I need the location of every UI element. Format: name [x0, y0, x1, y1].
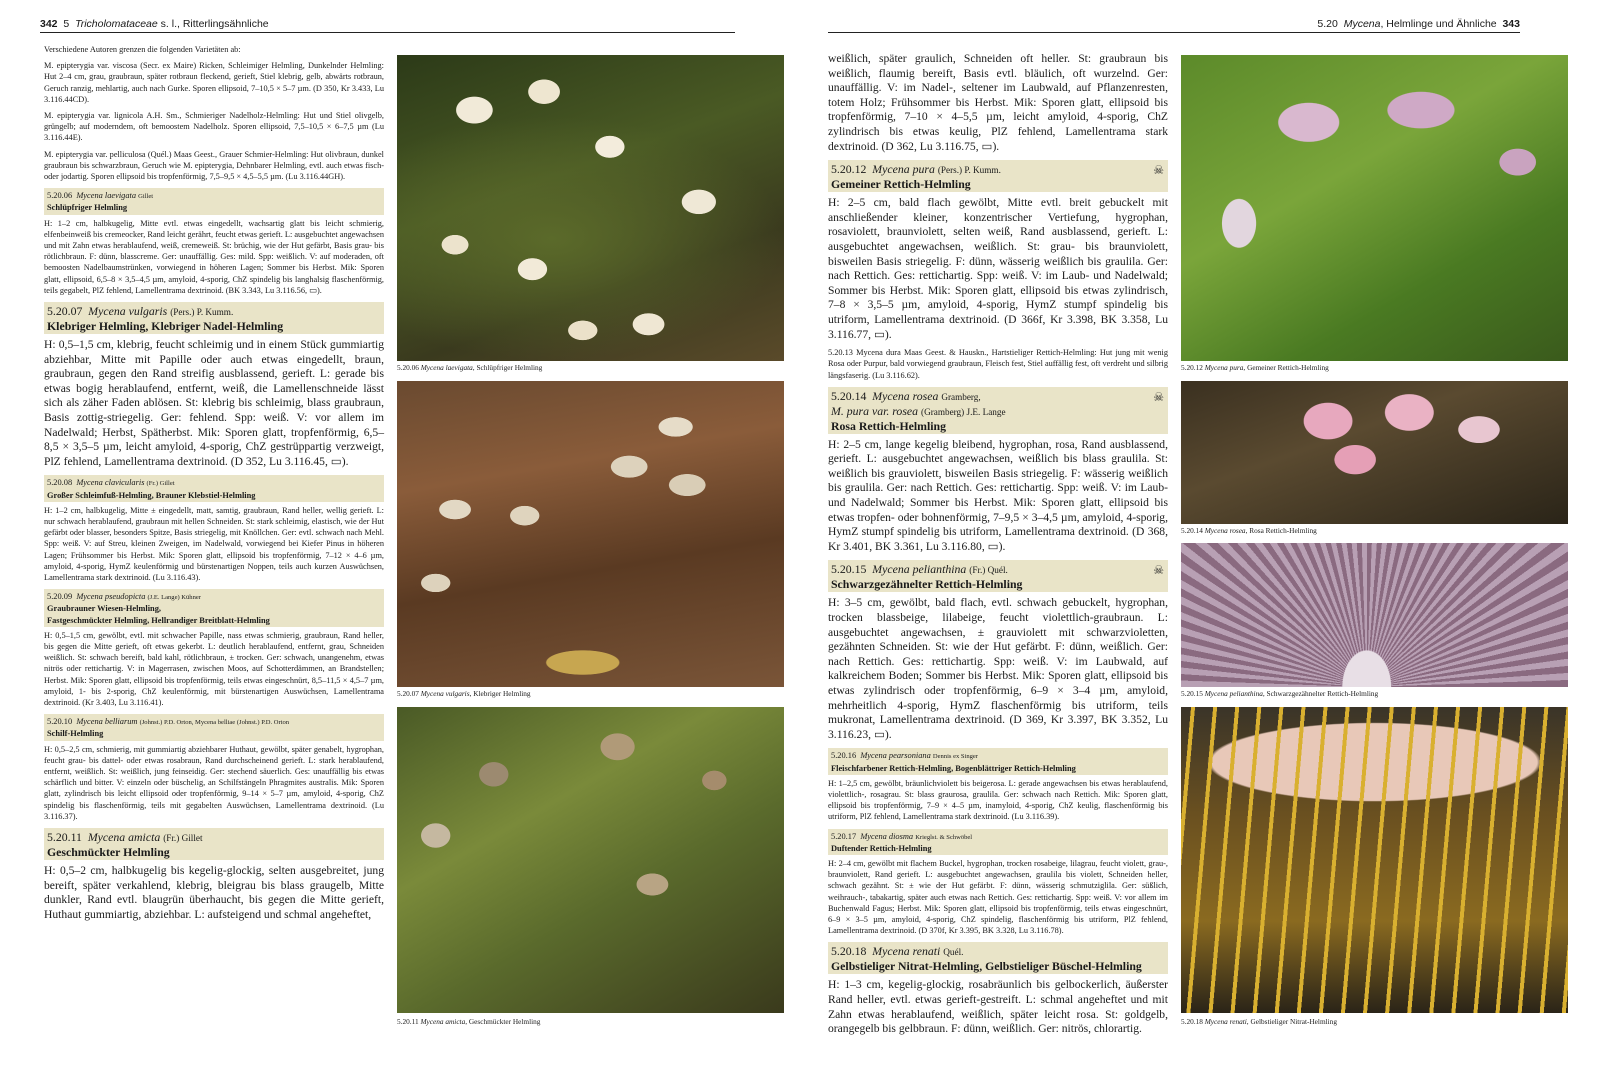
species-number: 5.20.11: [47, 830, 82, 845]
species-latin-name: Mycena rosea: [872, 388, 939, 403]
photo-caption: 5.20.07 Mycena vulgaris, Klebriger Helmling: [397, 689, 531, 698]
species-latin-name: Mycena pura: [872, 162, 935, 177]
paragraph: 5.20.13 Mycena dura Maas Geest. & Hauskn., Hartstieliger Rettich-Helmling: Hut jung mit wenig Rosa oder Purpur, bald vorwiegend graubraun, Fleisch fest, Stiel auffällig fest, oft verdreht und silbrig längsfaserig. (Lu 3.116.62).: [828, 348, 1168, 380]
chapter-title: s. l., Ritterlingsähnliche: [160, 18, 269, 30]
species-header: [828, 829, 1168, 855]
species-header: [44, 302, 384, 334]
species-header: [828, 160, 1168, 192]
photo-caption: 5.20.15 Mycena pelianthina, Schwarzgezähnelter Rettich-Helmling: [1181, 689, 1379, 698]
species-latin-name: Mycena pelianthina: [872, 562, 967, 577]
species-common-name: Schilf-Helmling: [47, 729, 104, 739]
species-author: Dennis ex Singer: [932, 753, 978, 761]
species-header: [828, 748, 1168, 774]
section-number: 5.20: [1317, 18, 1338, 30]
species-number: 5.20.16: [831, 751, 857, 761]
species-common-name: Großer Schleimfuß-Helmling, Brauner Klebstiel-Helmling: [47, 490, 256, 500]
photo-caption: 5.20.14 Mycena rosea, Rosa Rettich-Helmling: [1181, 526, 1317, 535]
species-description: H: 2–5 cm, bald flach gewölbt, Mitte evtl. breit gebuckelt mit anschließender kleiner, konzentrischer Vertiefung, hygrophan, rosaviolett, braunviolett, selten weiß, Rand ausblassend, gerieft. L: ausgebuchtet angewachsen, weißlich. St: grau- bis braunviolett, bisweilen Basis striegelig. F: dünn, wässerig weißlich bis graulila. Ger: nach Rettich. Ges: rettichartig. Spp: weiß. V: im Laub- und Nadelwald; Sommer bis Herbst. Mik: Sporen glatt, ellipsoid bis etwas zylindrisch, 7–8 × 3,5–5 µm, amyloid, 4-sporig, HymZ stumpf spindelig bis utriform, Lamellentrama dextrinoid. (D 366f, Kr 3.398, BK 3.358, Lu 3.116.77, ▭).: [828, 196, 1168, 341]
photo-caption: 5.20.12 Mycena pura, Gemeiner Rettich-Helmling: [1181, 363, 1329, 372]
photo-caption: 5.20.11 Mycena amicta, Geschmückter Helmling: [397, 1017, 541, 1026]
species-description: H: 2–4 cm, gewölbt mit flachem Buckel, hygrophan, trocken rosabeige, lilagrau, feucht violett, grau-, braunviolett, Rand gerieft. L: ausgebuchtet angewachsen, graulila bis violett, Schneiden heller, schwach gezähnt. St: ± wie der Hut gefärbt. F: dünn, wässerig schmutziglila. Ger: süßlich, weihrauch-, tabakartig, später auch etwas nach Rettich. Ges: rettichartig. Spp: weiß. V: vor allem im Buchenwald Fagus; Herbst. Mik: Sporen glatt, ellipsoid bis tropfenförmig, teils etwas eingeschnürt, 6–9 × 3–5 µm, amyloid, 4-sporig, ChZ spindelig, flaschenförmig bis utriform, PlZ fehlend, Lamellentrama dextrinoid. (D 370f, Kr 3.395, BK 3.328, Lu 3.116.78).: [828, 859, 1168, 936]
species-header: [828, 560, 1168, 592]
species-number: 5.20.07: [47, 304, 83, 319]
species-description: H: 2–5 cm, lange kegelig bleibend, hygrophan, rosa, Rand ausblassend, gerieft. L: ausgebuchtet angewachsen, weißlich bis blass graulila. St: weißlich bis grauviolett, bisweilen Basis striegelig. F: wässerig weißlich bis graulila. Ger: nach Rettich. Ges: rettichartig. Spp: weiß. V: im Laub- und Nadelwald; Sommer bis Herbst. Mik: Sporen glatt, ellipsoid bis etwas tropfen- oder bohnenförmig, 7–9,5 × 3–4,5 µm, amyloid, 4-sporig, HymZ stumpf spindelig bis utriform, Lamellentrama dextrinoid. (D 368, Kr 3.401, BK 3.361, Lu 3.116.80, ▭).: [828, 437, 1168, 553]
species-common-name: Gelbstieliger Nitrat-Helmling, Gelbstieliger Büschel-Helmling: [831, 959, 1142, 974]
species-author: (Pers.) P. Kumm.: [937, 165, 1001, 176]
skull-icon: ☠: [1153, 389, 1164, 404]
species-description: H: 1–2,5 cm, gewölbt, bräunlichviolett bis beigerosa. L: gerade angewachsen bis etwas herablaufend, violettlich-, rosagrau. St: blass graurosa, graulila. Ger: schwach nach Rettich. Mik: Sporen glatt, ellipsoid bis tropfenförmig, 7–9 × 4–5 µm, inamyloid, 4-sporig, ChZ keulig, flaschenförmig bis utriform, PlZ fehlend, Lamellentrama stark dextrinoid. (Lu 3.116.39).: [828, 778, 1168, 822]
species-header: [44, 188, 384, 214]
left-running-header: [40, 18, 735, 33]
species-description: H: 0,5–2,5 cm, schmierig, mit gummiartig abziehbarer Huthaut, gewölbt, später genabelt, hygrophan, feucht grau- bis dattel- oder etwas rosabraun, Rand durchscheinend gerieft. L: stark herablaufend, entfernt, weißlich. St: weißlich, jung feinseidig. Ger: stechend säuerlich. Ges: unauffällig bis etwas schärflich und bitter. V: einzeln oder büschelig, an Schilfstängeln Phragmites australis. Mik: Sporen glatt, zylindrisch bis leicht ellipsoid oder tropfenförmig, 9–14 × 5–7 µm, amyloid, 4-sporig, ChZ spindelig bis flaschenförmig, teils mit gegabelten Auswüchsen, Lamellentrama dextrinoid. (Lu 3.116.37).: [44, 744, 384, 821]
species-number: 5.20.15: [831, 562, 867, 577]
species-latin-name: Mycena amicta: [87, 830, 161, 845]
section-title: , Helmlinge und Ähnliche: [1380, 18, 1497, 30]
photo-caption: 5.20.06 Mycena laevigata, Schlüpfriger Helmling: [397, 363, 543, 372]
species-latin-name: Mycena laevigata: [76, 191, 137, 201]
species-number: 5.20.08: [47, 478, 73, 488]
photo-mycena-renati: [1181, 707, 1568, 1013]
photo-mycena-rosea: [1181, 381, 1568, 524]
synonym-author: (Gramberg) J.E. Lange: [921, 406, 1006, 417]
species-description: H: 3–5 cm, gewölbt, bald flach, evtl. schwach gebuckelt, hygrophan, trocken blassbeige, lilabeige, feucht violettlich-graubraun. L: ausgebuchtet angewachsen, ± grauviolett mit schwarzvioletten, gezähnten Schneiden. St: wie der Hut gefärbt. F: dünn, weißlich. Ger: nach Rettich. Ges: rettichartig. Spp: weiß. V: im Laubwald, auf kalkreichem Boden; Sommer bis Herbst. Mik: Sporen glatt, ellipsoid bis etwas zylindrisch oder tropfenförmig, 6–9 × 3–4 µm, amyloid, mehrheitlich 4-sporig, HymZ flaschenförmig bis utriform, teils mukronat, Lamellentrama dextrinoid. (D 369, Kr 3.397, BK 3.352, Lu 3.116.23, ▭).: [828, 596, 1168, 741]
species-number: 5.20.06: [47, 191, 73, 201]
species-synonym: M. pura var. rosea: [831, 403, 919, 418]
species-common-name: Gemeiner Rettich-Helmling: [831, 177, 971, 192]
species-number: 5.20.09: [47, 592, 73, 602]
paragraph: M. epipterygia var. lignicola A.H. Sm., Schmieriger Nadelholz-Helmling: Hut und Stiel olivgelb, grüngelb; auf moderndem, oft bemoostem Nadelholz. Sporen ellipsoid, 7,5–10,5 × 6–7,5 µm (Lu 3.116.44E).: [44, 111, 384, 143]
species-author: (Fr.) Quél.: [969, 565, 1008, 576]
species-author: (Johnst.) P.D. Orton, Mycena belliae (Johnst.) P.D. Orton: [139, 719, 290, 727]
species-description: H: 0,5–1,5 cm, klebrig, feucht schleimig und in einem Stück gummiartig abziehbar, Mitte mit Papille oder auch etwas eingedellt, braun, graubraun, gegen den Rand streifig ausblassend, gerieft. L: gerade bis etwas bogig herablaufend, entfernt, weiß, die Lamellenschneide lässt sich als zäher Faden ablösen. St: klebrig bis schleimig, blass graubraun, Basis zottig-striegelig. Ger: fehlend. Spp: weiß. V: vor allem im Nadelwald; Herbst, Spätherbst. Mik: Sporen glatt, tropfenförmig, 6,5–8,5 × 3,5–5 µm, leicht amyloid, 4-sporig, ChZ gestrüppartig verzweigt, PlZ fehlend, Lamellentrama dextrinoid. (D 352, Lu 3.116.45, ▭).: [44, 338, 384, 468]
species-latin-name: Mycena belliarum: [76, 717, 138, 727]
species-common-name: Klebriger Helmling, Klebriger Nadel-Helmling: [47, 319, 284, 334]
section-title-italic: Mycena: [1343, 18, 1381, 30]
right-running-header: [828, 18, 1520, 33]
species-description: H: 1–2 cm, halbkugelig, Mitte ± eingedellt, matt, samtig, graubraun, Rand heller, wellig gerieft. L: nur schwach herablaufend, graubraun mit hellen Schneiden. St: stark schleimig, elastisch, wie der Hut gefärbt oder blasser, besonders Spitze, Basis striegelig, mit Knöllchen. Ger: evtl. schwach nach Mehl. Spp: weiß. V: auf Streu, kleinen Zweigen, im Nadelwald, vorwiegend bei Kiefer Pinus in höheren Lagen; Frühsommer bis Herbst. Mik: Sporen glatt, ellipsoid bis tropfenförmig, 7–12 × 4–6 µm, amyloid, 4-sporig, HymZ keulenförmig und bürstenartigen Noppen, teils auch kurzen Auswüchsen, Lamellentrama stark dextrinoid. (Lu 3.116.43).: [44, 505, 384, 583]
paragraph: Verschiedene Autoren grenzen die folgenden Varietäten ab:: [44, 45, 241, 54]
species-header: [828, 387, 1168, 434]
left-page-number: 342: [40, 18, 58, 30]
species-latin-name: Mycena vulgaris: [88, 304, 168, 319]
species-author: (Fr.) Gillet: [163, 833, 203, 844]
species-author: Gramberg,: [941, 391, 981, 402]
right-page-number: 343: [1502, 18, 1520, 30]
species-author: (Pers.) P. Kumm.: [170, 307, 234, 318]
photo-mycena-laevigata: [397, 55, 784, 361]
species-author: Krieglst. & Schwöbel: [915, 833, 973, 841]
paragraph: weißlich, später graulich, Schneiden oft heller. St: graubraun bis weißlich, flaumig bereift, Basis evtl. bläulich, oft wurzelnd. Ger: unauffällig. V: im Nadel-, seltener im Laubwald, auf Pflanzenresten, totem Holz; Frühsommer bis Herbst. Mik: Sporen glatt, ellipsoid bis tropfenförmig, 7–10 × 4–5,5 µm, leicht amyloid, 4-sporig, ChZ zylindrisch bis etwas keulig, PlZ fehlend, Lamellentrama stark dextrinoid. (D 362, Lu 3.116.75, ▭).: [828, 52, 1168, 153]
photo-mycena-pelianthina: [1181, 543, 1568, 687]
species-number: 5.20.17: [831, 831, 857, 841]
species-common-name: Geschmückter Helmling: [47, 845, 170, 860]
species-description: H: 0,5–2 cm, halbkugelig bis kegelig-glockig, selten ausgebreitet, jung bereift, später verkahlend, klebrig, bleigrau bis blass graugelb, Mitte dunkler, Rand evtl. blaugrün überhaucht, bis gegen die Mitte gerieft, Huthaut gummiartig, abziehbar. L: aufsteigend und schmal angeheftet,: [44, 864, 384, 921]
species-number: 5.20.10: [47, 717, 73, 727]
species-latin-name: Mycena diosma: [860, 831, 914, 841]
species-header: [44, 714, 384, 740]
species-common-name: Schwarzgezähnelter Rettich-Helmling: [831, 577, 1023, 592]
species-number: 5.20.18: [831, 944, 867, 959]
species-header: [44, 828, 384, 860]
paragraph: M. epipterygia var. pelliculosa (Quél.) Maas Geest., Grauer Schmier-Helmling: Hut olivbraun, dunkel graubraun bis schwarzbraun, Geruch wie M. epipterygia, Dehnbarer Helmling, evtl. auch etwas fisch- oder jodartig. Sporen ellipsoid bis tropfenförmig, 7,5–9,5 × 4,5–5,5 µm. (Lu 3.116.44GH).: [44, 149, 384, 182]
species-number: 5.20.12: [831, 162, 867, 177]
species-common-name: Graubrauner Wiesen-Helmling,: [47, 604, 161, 614]
species-author: Gillet: [138, 193, 154, 201]
species-author: (J.E. Lange) Kühner: [147, 594, 201, 602]
species-number: 5.20.14: [831, 388, 867, 403]
species-latin-name: Mycena clavicularis: [76, 478, 145, 488]
species-header: [828, 942, 1168, 974]
photo-mycena-pura: [1181, 55, 1568, 361]
species-latin-name: Mycena pseudopicta: [76, 592, 146, 602]
species-header: [44, 475, 384, 501]
left-text-column: [44, 44, 384, 927]
species-description: H: 0,5–1,5 cm, gewölbt, evtl. mit schwacher Papille, nass etwas schmierig, graubraun, Rand heller, bis gegen die Mitte gerieft, oft etwas gekerbt. L: deutlich herablaufend, entfernt, grau, Schneiden weißlich. St: schwach bereift, bald kahl, rötlichbraun, ± trocken. Ger: schwach, unangenehm, etwas nitrös oder rettichartig. V: in Magerrasen, zwischen Moos, auf Schotterdämmen, an Brandstellen; Herbst. Mik: Sporen glatt, ellipsoid bis tropfenförmig, teils etwas eingeschnürt, 8,5–11,5 × 4,5–7 µm, amyloid, 1- bis 2-sporig, ChZ keulenförmig, mit bürstenartigen Auswüchsen, Lamellentrama dextrinoid. (Kr 3.403, Lu 3.116.41).: [44, 630, 384, 708]
photo-caption: 5.20.18 Mycena renati, Gelbstieliger Nitrat-Helmling: [1181, 1017, 1337, 1026]
species-common-name: Duftender Rettich-Helmling: [831, 843, 932, 853]
species-header: [44, 589, 384, 627]
species-description: H: 1–2 cm, halbkugelig, Mitte evtl. etwas eingedellt, wachsartig glatt bis leicht schmierig, elfenbeinweiß bis cremeocker, Rand leicht gerährt, feucht etwas gerieft. L: ausgebuchtet angewachsen und mit Zahn etwas herablaufend, weiß, cremeweiß. St: brüchig, wie der Hut gefärbt, Basis grau- bis rötlichbraun. F: dünn, blasscreme. Ger: unauffällig. Ges: mild. Spp: weißlich. V: auf moderaden, oft bemoosten Nadelbaumstrünken, vorwiegend in höheren Lagen; Sommer bis Herbst. Mik: Sporen glatt, ellipsoid, 6,5–8 × 3,5–4,5 µm, amyloid, 4-sporig, ChZ spindelig bis langhalsig flaschenförmig, teils gegabelt, PlZ fehlend, Lamellentrama dextrinoid. (BK 3.343, Lu 3.116.56, ▭).: [44, 218, 384, 295]
paragraph: M. epipterygia var. viscosa (Secr. ex Maire) Ricken, Schleimiger Helmling, Dunkelnder Helmling: Hut 2–4 cm, grau, graubraun, später rotbraun fleckend, gerieft, Stiel klebrig, gelb, abwärts rotbraun, Geruch ranzig, mehlartig, auch nach Gurke. Sporen ellipsoid, 7–10,5 × 5–7 µm. (D 350, Kr 3.433, Lu 3.116.44CD).: [44, 61, 384, 104]
species-common-name: Schlüpfriger Helmling: [47, 203, 128, 213]
species-common-name: Fastgeschmückter Helmling, Hellrandiger Breitblatt-Helmling: [47, 615, 270, 625]
species-author: (Fr.) Gillet: [146, 480, 175, 488]
species-latin-name: Mycena pearsoniana: [860, 751, 931, 761]
photo-mycena-amicta: [397, 707, 784, 1013]
skull-icon: ☠: [1153, 163, 1164, 178]
chapter-number: 5: [63, 18, 70, 30]
chapter-title-italic: Tricholomataceae: [75, 18, 158, 30]
right-text-column: [828, 52, 1168, 1042]
photo-mycena-vulgaris: [397, 381, 784, 687]
species-common-name: Rosa Rettich-Helmling: [831, 418, 947, 433]
skull-icon: ☠: [1153, 563, 1164, 578]
species-description: H: 1–3 cm, kegelig-glockig, rosabräunlich bis gelbockerlich, äußerster Rand heller, evtl. etwas gerieft-gestreift. L: schmal angeheftet und mit Zahn etwas herablaufend, weißlich, später leicht rosa. St: goldgelb, orangegelb bis gelbbraun. F: dünn, weißlich. Ger: nitrös, chlorartig.: [828, 978, 1168, 1036]
species-author: Quél.: [943, 947, 964, 958]
species-common-name: Fleischfarbener Rettich-Helmling, Bogenblättriger Rettich-Helmling: [831, 763, 1076, 773]
species-latin-name: Mycena renati: [872, 944, 941, 959]
